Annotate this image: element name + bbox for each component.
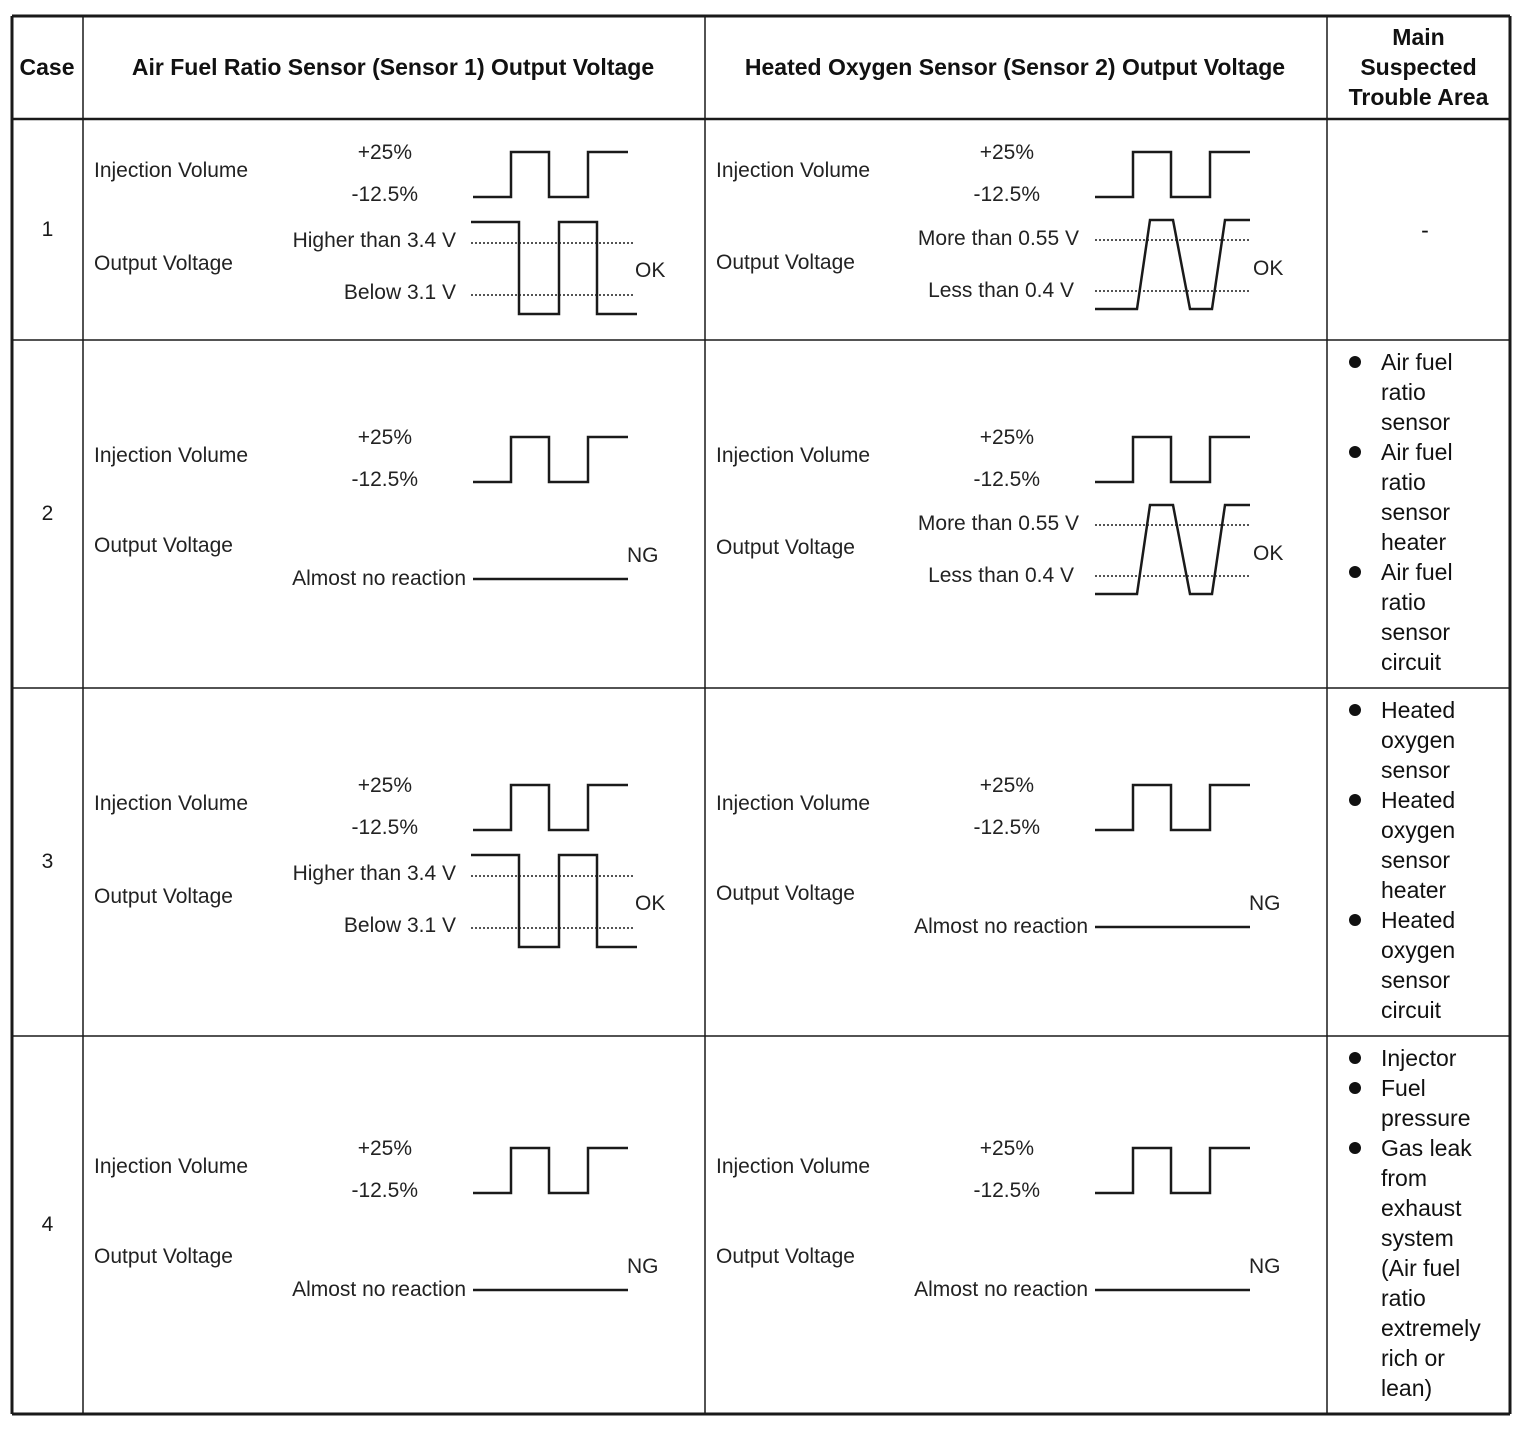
trouble-none: - xyxy=(1421,216,1429,243)
trouble-item-line: Injector xyxy=(1381,1045,1457,1071)
case-number: 2 xyxy=(41,502,54,525)
trouble-item-line: Heated xyxy=(1381,907,1456,933)
row1-s2-minus-label: -12.5% xyxy=(973,183,1040,206)
trouble-item xyxy=(1340,1133,1510,1403)
row4-s2-plus-label: +25% xyxy=(979,1137,1034,1160)
row4-s2-minus-label: -12.5% xyxy=(973,1179,1040,1202)
row1-s1-result: OK xyxy=(635,259,666,282)
bullet-icon xyxy=(1349,794,1361,806)
row2-s2-injection-label: Injection Volume xyxy=(716,444,871,467)
row4-s1-minus-label: -12.5% xyxy=(351,1179,418,1202)
trouble-item xyxy=(1340,1043,1510,1073)
trouble-item-line: Heated xyxy=(1381,787,1456,813)
row1-s1-high-label: Higher than 3.4 V xyxy=(292,229,456,252)
row1-s1-output-label: Output Voltage xyxy=(94,252,233,275)
trouble-item-line: sensor xyxy=(1381,967,1451,993)
trouble-item-line: sensor xyxy=(1381,499,1451,525)
trouble-item xyxy=(1340,785,1510,905)
trouble-item-line: system xyxy=(1381,1225,1454,1251)
case-number: 1 xyxy=(41,217,54,241)
header-trouble-line1: Main xyxy=(1392,24,1445,50)
row3-s2-plus-label: +25% xyxy=(979,774,1034,797)
row3-s2-output-label: Output Voltage xyxy=(716,882,855,905)
header-case: Case xyxy=(19,54,75,80)
row2-s1-injection-label: Injection Volume xyxy=(94,444,249,467)
trouble-item-line: pressure xyxy=(1381,1105,1471,1131)
row4-s1-result: NG xyxy=(627,1255,659,1278)
header-trouble-line3: Trouble Area xyxy=(1348,84,1489,110)
trouble-item-line: sensor xyxy=(1381,847,1451,873)
trouble-item xyxy=(1340,437,1510,557)
trouble-item xyxy=(1340,347,1510,437)
trouble-item-line: oxygen xyxy=(1381,727,1456,753)
row1-s1-injection-wave xyxy=(473,152,628,197)
trouble-item-line: circuit xyxy=(1381,649,1442,675)
trouble-item-line: Air fuel xyxy=(1381,439,1453,465)
trouble-item-line: oxygen xyxy=(1381,937,1456,963)
header-sensor1: Air Fuel Ratio Sensor (Sensor 1) Output Voltage xyxy=(131,54,655,80)
row1-s2-result: OK xyxy=(1253,257,1284,280)
bullet-icon xyxy=(1349,356,1361,368)
row3-s1-output-wave xyxy=(471,855,637,947)
row4-s2-injection-wave xyxy=(1095,1148,1250,1193)
trouble-list xyxy=(1340,695,1510,1025)
row2-s1-output-label: Output Voltage xyxy=(94,534,233,557)
trouble-item-line: (Air fuel xyxy=(1381,1255,1461,1281)
row4-s1-noreaction-label: Almost no reaction xyxy=(292,1278,466,1301)
trouble-item-line: exhaust xyxy=(1381,1195,1462,1221)
row2-s2-high-label: More than 0.55 V xyxy=(917,512,1079,535)
row3-s1-plus-label: +25% xyxy=(357,774,412,797)
row3-s1-injection-wave xyxy=(473,785,628,830)
row3-s2-minus-label: -12.5% xyxy=(973,816,1040,839)
trouble-item xyxy=(1340,557,1510,677)
row2-s2-plus-label: +25% xyxy=(979,426,1034,449)
trouble-item-line: ratio xyxy=(1381,469,1426,495)
row2-s2-low-label: Less than 0.4 V xyxy=(928,564,1074,587)
row4-s2-injection-label: Injection Volume xyxy=(716,1155,871,1178)
row3-s1-minus-label: -12.5% xyxy=(351,816,418,839)
trouble-item-line: lean) xyxy=(1381,1375,1433,1401)
row3-s2-injection-wave xyxy=(1095,785,1250,830)
trouble-item-line: oxygen xyxy=(1381,817,1456,843)
trouble-list xyxy=(1340,1043,1510,1403)
trouble-list xyxy=(1340,347,1510,677)
trouble-item-line: sensor xyxy=(1381,619,1451,645)
trouble-item-line: from xyxy=(1381,1165,1427,1191)
header-trouble xyxy=(1327,22,1510,112)
row3-s2-injection-label: Injection Volume xyxy=(716,792,871,815)
trouble-area xyxy=(1340,1043,1510,1403)
trouble-item-line: circuit xyxy=(1381,997,1442,1023)
bullet-icon xyxy=(1349,1082,1361,1094)
trouble-item xyxy=(1340,1073,1510,1133)
row2-s1-noreaction-label: Almost no reaction xyxy=(292,567,466,590)
row1-s2-plus-label: +25% xyxy=(979,141,1034,164)
header-sensor2: Heated Oxygen Sensor (Sensor 2) Output Voltage xyxy=(744,54,1286,80)
trouble-item-line: sensor xyxy=(1381,409,1451,435)
row3-s1-low-label: Below 3.1 V xyxy=(343,914,456,937)
row1-s2-output-wave xyxy=(1095,220,1250,309)
row2-s1-result: NG xyxy=(627,544,659,567)
bullet-icon xyxy=(1349,1052,1361,1064)
row4-s1-injection-label: Injection Volume xyxy=(94,1155,249,1178)
bullet-icon xyxy=(1349,914,1361,926)
trouble-area xyxy=(1340,695,1510,1025)
row3-s2-result: NG xyxy=(1249,892,1281,915)
trouble-area xyxy=(1340,347,1510,677)
row4-s1-plus-label: +25% xyxy=(357,1137,412,1160)
row3-s1-result: OK xyxy=(635,892,666,915)
row4-s2-result: NG xyxy=(1249,1255,1281,1278)
trouble-item-line: heater xyxy=(1381,529,1447,555)
trouble-item-line: Air fuel xyxy=(1381,559,1453,585)
row1-s2-low-label: Less than 0.4 V xyxy=(928,279,1074,302)
trouble-item-line: ratio xyxy=(1381,589,1426,615)
row1-s2-injection-label: Injection Volume xyxy=(716,159,871,182)
row3-s1-injection-label: Injection Volume xyxy=(94,792,249,815)
row2-s1-minus-label: -12.5% xyxy=(351,468,418,491)
row4-s1-output-label: Output Voltage xyxy=(94,1245,233,1268)
row2-s1-injection-wave xyxy=(473,437,628,482)
row2-s1-plus-label: +25% xyxy=(357,426,412,449)
case-number: 3 xyxy=(41,850,54,873)
trouble-item-line: Gas leak xyxy=(1381,1135,1472,1161)
trouble-item-line: Heated xyxy=(1381,697,1456,723)
row2-s2-injection-wave xyxy=(1095,437,1250,482)
row2-s2-minus-label: -12.5% xyxy=(973,468,1040,491)
row3-s1-output-label: Output Voltage xyxy=(94,885,233,908)
row1-s2-output-label: Output Voltage xyxy=(716,251,855,274)
trouble-item-line: ratio xyxy=(1381,379,1426,405)
trouble-item-line: ratio xyxy=(1381,1285,1426,1311)
trouble-item-line: heater xyxy=(1381,877,1447,903)
row4-s1-injection-wave xyxy=(473,1148,628,1193)
row1-s1-minus-label: -12.5% xyxy=(351,183,418,206)
bullet-icon xyxy=(1349,446,1361,458)
row1-s1-plus-label: +25% xyxy=(357,141,412,164)
row3-s1-high-label: Higher than 3.4 V xyxy=(292,862,456,885)
trouble-item xyxy=(1340,695,1510,785)
row2-s2-result: OK xyxy=(1253,542,1284,565)
row1-s2-high-label: More than 0.55 V xyxy=(917,227,1079,250)
row1-s1-output-wave xyxy=(471,222,637,314)
header-trouble-line2: Suspected xyxy=(1360,54,1477,80)
bullet-icon xyxy=(1349,1142,1361,1154)
case-number: 4 xyxy=(41,1213,54,1236)
trouble-item-line: Fuel xyxy=(1381,1075,1426,1101)
trouble-item-line: sensor xyxy=(1381,757,1451,783)
trouble-item xyxy=(1340,905,1510,1025)
row1-s1-injection-label: Injection Volume xyxy=(94,159,249,182)
row3-s2-noreaction-label: Almost no reaction xyxy=(914,915,1088,938)
row2-s2-output-label: Output Voltage xyxy=(716,536,855,559)
row4-s2-output-label: Output Voltage xyxy=(716,1245,855,1268)
row1-s2-injection-wave xyxy=(1095,152,1250,197)
trouble-item-line: Air fuel xyxy=(1381,349,1453,375)
trouble-item-line: rich or xyxy=(1381,1345,1445,1371)
row1-s1-low-label: Below 3.1 V xyxy=(343,281,456,304)
row2-s2-output-wave xyxy=(1095,505,1250,594)
bullet-icon xyxy=(1349,704,1361,716)
row4-s2-noreaction-label: Almost no reaction xyxy=(914,1278,1088,1301)
trouble-item-line: extremely xyxy=(1381,1315,1481,1341)
bullet-icon xyxy=(1349,566,1361,578)
